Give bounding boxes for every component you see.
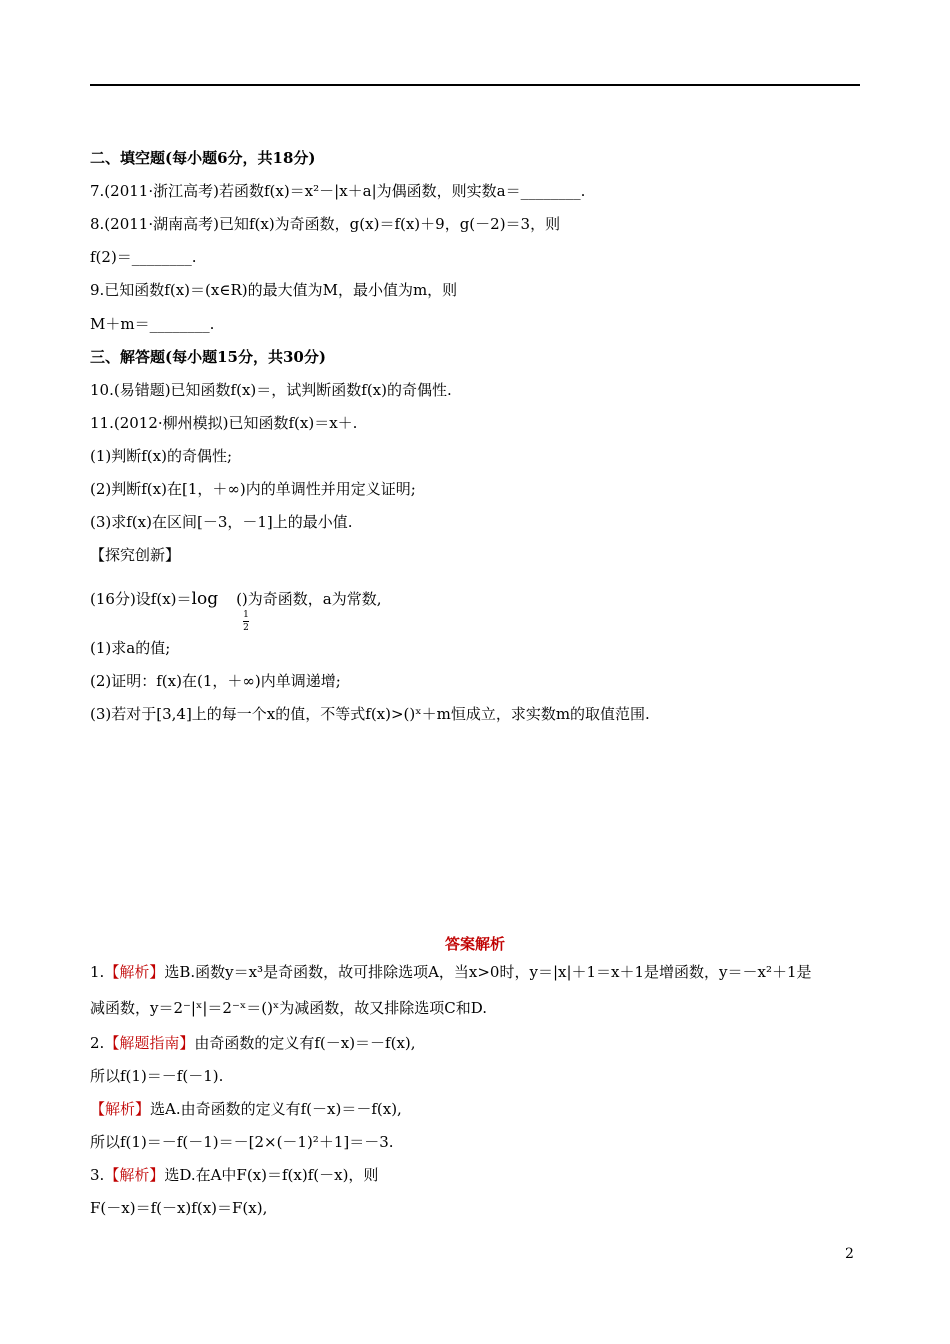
answer-2-line3 [90, 1099, 402, 1119]
question-11-part1: (1)判断f(x)的奇偶性; [90, 447, 233, 465]
explore-heading: 【探究创新】 [90, 546, 181, 564]
answer-2-line2: 所以f(1)＝－f(－1). [90, 1067, 224, 1085]
answer-3-text: 选D.在A中F(x)＝f(x)f(－x)，则 [164, 1166, 379, 1184]
answer-1-tag: 【解析】 [104, 963, 165, 981]
question-10: 10.(易错题)已知函数f(x)＝，试判断函数f(x)的奇偶性. [90, 381, 452, 399]
answer-1-number: 1. [90, 963, 105, 981]
answer-3-line1 [90, 1165, 378, 1185]
section2-heading: 二、填空题(每小题6分，共18分) [90, 149, 316, 167]
section3-heading: 三、解答题(每小题15分，共30分) [90, 348, 326, 366]
answer-2-text: 由奇函数的定义有f(－x)＝－f(x), [194, 1034, 416, 1052]
page-number: 2 [845, 1246, 854, 1262]
log-base-fraction [243, 610, 249, 633]
answer-2-tag: 【解题指南】 [104, 1034, 195, 1052]
explore-part3: (3)若对于[3,4]上的每一个x的值，不等式f(x)>()ˣ＋m恒成立，求实数m的取值范围. [90, 705, 650, 723]
explore-question [90, 589, 382, 609]
answer-2-line1 [90, 1033, 416, 1053]
log-symbol: log [191, 589, 219, 609]
answer-2-text3: 选A.由奇函数的定义有f(－x)＝－f(x), [150, 1100, 402, 1118]
question-11: 11.(2012·柳州模拟)已知函数f(x)＝x＋. [90, 414, 358, 432]
explore-part1: (1)求a的值; [90, 639, 171, 657]
question-8-line1: 8.(2011·湖南高考)已知f(x)为奇函数，g(x)＝f(x)＋9，g(－2)＝3，则 [90, 215, 561, 233]
answer-3-tag: 【解析】 [104, 1166, 165, 1184]
log-base-numerator: 1 [243, 610, 249, 620]
answer-2-line4: 所以f(1)＝－f(－1)＝－[2×(－1)²＋1]＝－3. [90, 1133, 394, 1151]
question-9-line1: 9.已知函数f(x)＝(x∈R)的最大值为M，最小值为m，则 [90, 281, 458, 299]
explore-question-suffix: ()为奇函数，a为常数, [236, 590, 382, 608]
answer-1-line2: 减函数，y＝2⁻|ˣ|＝2⁻ˣ＝()ˣ为减函数，故又排除选项C和D. [90, 999, 488, 1017]
header-rule [90, 84, 860, 86]
question-9-line2: M＋m＝________. [90, 315, 215, 333]
answer-2-tag2: 【解析】 [90, 1100, 151, 1118]
explore-part2: (2)证明：f(x)在(1，＋∞)内单调递增; [90, 672, 341, 690]
question-7: 7.(2011·浙江高考)若函数f(x)＝x²－|x＋a|为偶函数，则实数a＝________. [90, 182, 586, 200]
answer-2-number: 2. [90, 1034, 105, 1052]
explore-question-prefix: (16分)设f(x)＝ [90, 590, 192, 608]
question-8-line2: f(2)＝________. [90, 248, 197, 266]
answer-1-line1 [90, 962, 812, 982]
answer-3-line2: F(－x)＝f(－x)f(x)＝F(x), [90, 1199, 268, 1217]
question-11-part2: (2)判断f(x)在[1，＋∞)内的单调性并用定义证明; [90, 480, 416, 498]
question-11-part3: (3)求f(x)在区间[－3，－1]上的最小值. [90, 513, 353, 531]
log-base-denominator: 2 [243, 623, 249, 633]
answer-3-number: 3. [90, 1166, 105, 1184]
answers-title: 答案解析 [444, 935, 505, 953]
answer-1-text: 选B.函数y＝x³是奇函数，故可排除选项A，当x>0时，y＝|x|＋1＝x＋1是增函数，y＝－x²＋1是 [164, 963, 812, 981]
